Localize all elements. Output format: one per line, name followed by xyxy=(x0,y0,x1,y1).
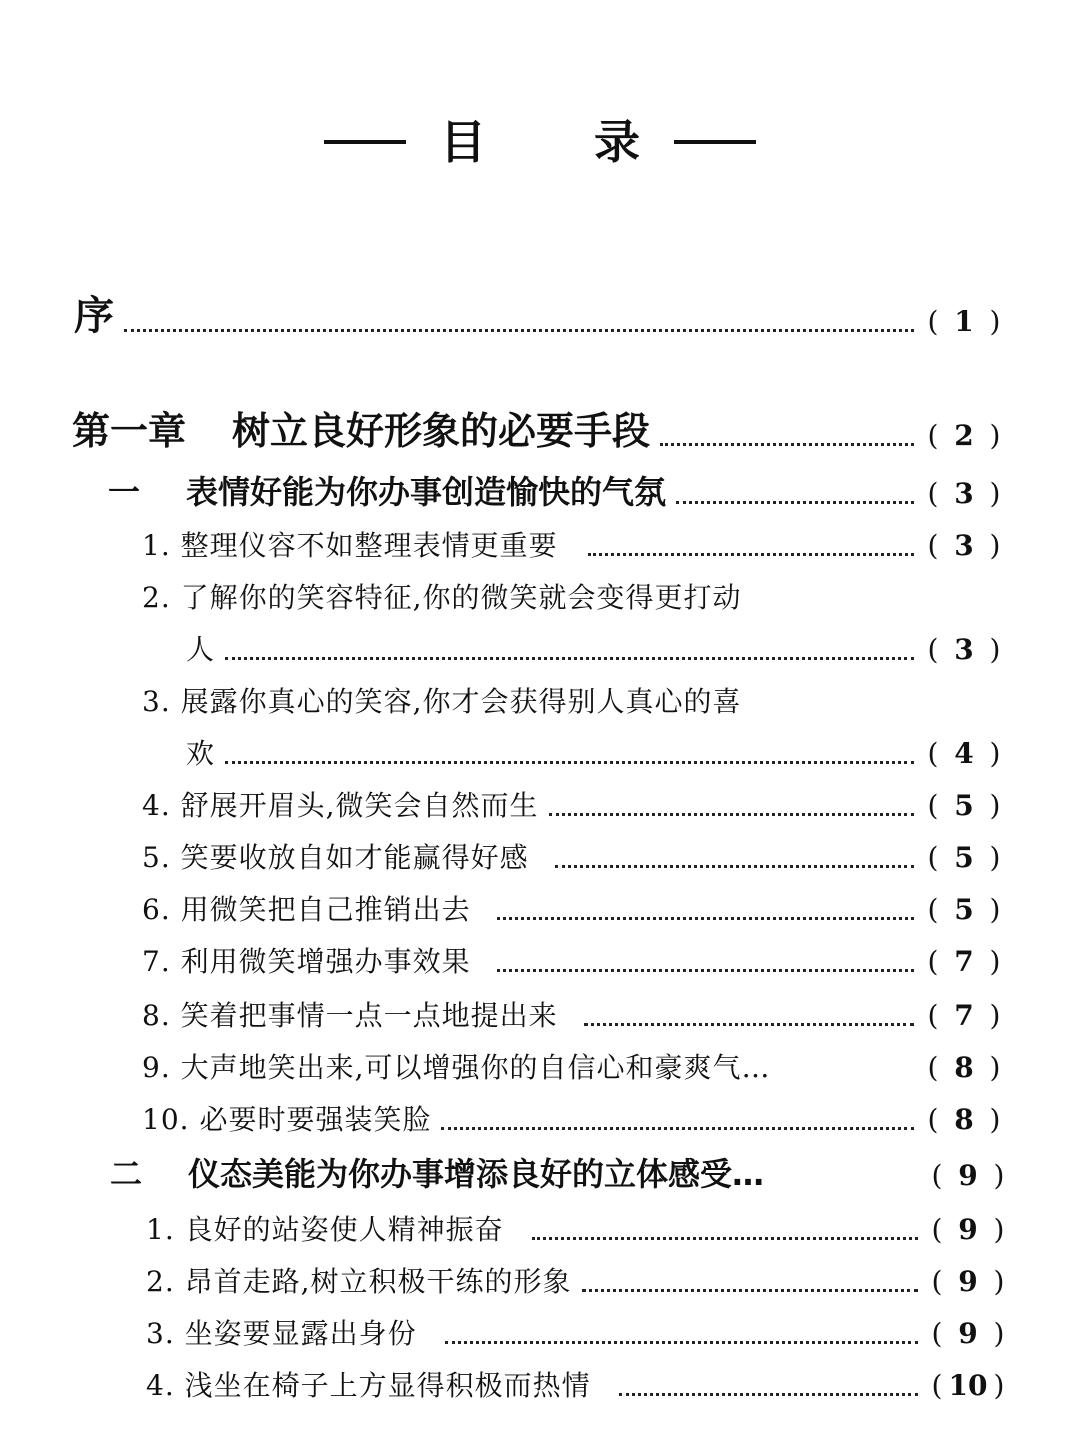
leader-dots xyxy=(660,443,914,446)
item-number: 3. xyxy=(142,685,171,718)
toc-entry-item[interactable] xyxy=(0,838,1080,878)
page-number: 8 xyxy=(954,1051,974,1084)
toc-entry-item[interactable] xyxy=(0,1048,1080,1088)
page-ref: ( 1 ) xyxy=(924,302,1004,342)
page-ref: ( 9 ) xyxy=(928,1156,1008,1196)
page-ref: ( 5 ) xyxy=(924,786,1004,826)
item-number: 2. xyxy=(142,581,171,614)
item-number: 6. xyxy=(142,893,171,926)
toc-entry-item[interactable] xyxy=(0,942,1080,982)
item-text: 浅坐在椅子上方显得积极而热情 xyxy=(184,1369,591,1402)
item-text: 利用微笑增强办事效果 xyxy=(180,945,471,978)
section-number: 一 xyxy=(108,473,141,511)
toc-entry-section-1[interactable] xyxy=(0,470,1080,514)
item-number: 7. xyxy=(142,945,171,978)
page-ref: ( 7 ) xyxy=(924,942,1004,982)
page-ref: ( 3 ) xyxy=(924,526,1004,566)
toc-entry-item[interactable] xyxy=(0,786,1080,826)
page-number: 9 xyxy=(958,1159,978,1192)
page-ref: ( 3 ) xyxy=(924,474,1004,514)
page-number: 7 xyxy=(954,945,974,978)
leader-dots xyxy=(445,1341,918,1344)
item-text: 舒展开眉头,微笑会自然而生 xyxy=(180,789,539,822)
page-number: 2 xyxy=(954,419,974,452)
item-number: 1. xyxy=(142,529,171,562)
toc-entry-item[interactable] xyxy=(0,526,1080,566)
title-char-1: 目 xyxy=(440,115,486,169)
title-char-2: 录 xyxy=(594,115,640,169)
page-number: 5 xyxy=(954,789,974,822)
title-rule-left xyxy=(324,140,406,144)
title-rule-right xyxy=(674,140,756,144)
toc-entry-chapter-1[interactable] xyxy=(0,406,1080,456)
section-title: 仪态美能为你办事增添良好的立体感受… xyxy=(188,1155,765,1193)
leader-dots xyxy=(555,865,914,868)
item-text: 笑要收放自如才能赢得好感 xyxy=(180,841,529,874)
item-text: 良好的站姿使人精神振奋 xyxy=(184,1213,504,1246)
page-number: 8 xyxy=(954,1103,974,1136)
page-number: 9 xyxy=(958,1265,978,1298)
leader-dots xyxy=(619,1393,918,1396)
leader-dots xyxy=(225,761,914,764)
page-ref: ( 8 ) xyxy=(924,1048,1004,1088)
item-text: 用微笑把自己推销出去 xyxy=(180,893,471,926)
toc-entry-item[interactable] xyxy=(0,1314,1080,1354)
leader-dots xyxy=(225,657,914,660)
toc-entry-item-line2[interactable] xyxy=(0,630,1080,670)
page-ref: ( 9 ) xyxy=(928,1262,1008,1302)
item-number: 9. xyxy=(142,1051,171,1084)
item-number: 1. xyxy=(146,1213,175,1246)
page-number: 1 xyxy=(954,305,974,338)
page-number: 5 xyxy=(954,841,974,874)
page-ref: ( 7 ) xyxy=(924,996,1004,1036)
toc-entry-item[interactable] xyxy=(0,1366,1080,1406)
toc-entry-item-line1[interactable] xyxy=(142,682,742,722)
page-number: 3 xyxy=(954,633,974,666)
toc-entry-item[interactable] xyxy=(0,1262,1080,1302)
section-label xyxy=(108,470,666,514)
item-text: 昂首走路,树立积极干练的形象 xyxy=(184,1265,572,1298)
leader-dots xyxy=(497,917,914,920)
page-number: 9 xyxy=(958,1317,978,1350)
leader-dots xyxy=(441,1127,914,1130)
page-ref: ( 2 ) xyxy=(924,416,1004,456)
page-ref: ( 4 ) xyxy=(924,734,1004,774)
page-number: 10 xyxy=(948,1369,988,1402)
leader-dots xyxy=(588,553,914,556)
page-ref: ( 9 ) xyxy=(928,1210,1008,1250)
item-text: 展露你真心的笑容,你才会获得别人真心的喜 xyxy=(180,685,742,718)
page-ref: ( 5 ) xyxy=(924,890,1004,930)
section-title: 表情好能为你办事创造愉快的气氛 xyxy=(186,473,667,511)
page-ref: ( 10 ) xyxy=(928,1366,1008,1406)
page-ref: ( 3 ) xyxy=(924,630,1004,670)
item-number: 4. xyxy=(146,1369,175,1402)
item-text: 整理仪容不如整理表情更重要 xyxy=(180,529,558,562)
toc-entry-item-line2[interactable] xyxy=(0,734,1080,774)
section-label xyxy=(110,1152,764,1196)
chapter-title: 树立良好形象的必要手段 xyxy=(232,409,651,453)
leader-dots xyxy=(549,813,914,816)
item-text: 必要时要强装笑脸 xyxy=(199,1103,432,1136)
chapter-label xyxy=(72,406,650,456)
chapter-number: 第一章 xyxy=(72,409,187,453)
toc-entry-preface[interactable] xyxy=(0,290,1080,342)
page-number: 3 xyxy=(954,529,974,562)
toc-entry-item-line1[interactable] xyxy=(142,578,742,618)
page-number: 3 xyxy=(954,477,974,510)
item-number: 8. xyxy=(142,999,171,1032)
item-text: 坐姿要显露出身份 xyxy=(184,1317,417,1350)
page-ref: ( 9 ) xyxy=(928,1314,1008,1354)
item-number: 10. xyxy=(142,1103,190,1136)
item-text: 笑着把事情一点一点地提出来 xyxy=(180,999,558,1032)
item-text-continuation: 人 xyxy=(186,633,216,666)
item-text: 了解你的笑容特征,你的微笑就会变得更打动 xyxy=(180,581,742,614)
toc-entry-item[interactable] xyxy=(0,1100,1080,1140)
leader-dots xyxy=(582,1289,918,1292)
toc-entry-item[interactable] xyxy=(0,1210,1080,1250)
item-text-continuation: 欢 xyxy=(186,737,216,770)
leader-dots xyxy=(676,501,914,504)
item-number: 3. xyxy=(146,1317,175,1350)
item-number: 5. xyxy=(142,841,171,874)
toc-entry-section-2[interactable] xyxy=(0,1152,1080,1196)
toc-entry-item[interactable] xyxy=(0,996,1080,1036)
preface-label: 序 xyxy=(74,293,114,339)
page-number: 7 xyxy=(954,999,974,1032)
leader-dots xyxy=(124,329,914,332)
page-number: 5 xyxy=(954,893,974,926)
leader-dots xyxy=(532,1237,918,1240)
item-number: 2. xyxy=(146,1265,175,1298)
section-number: 二 xyxy=(110,1155,143,1193)
toc-entry-item[interactable] xyxy=(0,890,1080,930)
page-number: 4 xyxy=(954,737,974,770)
leader-dots xyxy=(584,1023,914,1026)
leader-dots xyxy=(497,969,914,972)
toc-title xyxy=(0,112,1080,172)
item-number: 4. xyxy=(142,789,171,822)
item-text: 大声地笑出来,可以增强你的自信心和豪爽气… xyxy=(180,1051,771,1084)
page-ref: ( 5 ) xyxy=(924,838,1004,878)
page-number: 9 xyxy=(958,1213,978,1246)
page-ref: ( 8 ) xyxy=(924,1100,1004,1140)
